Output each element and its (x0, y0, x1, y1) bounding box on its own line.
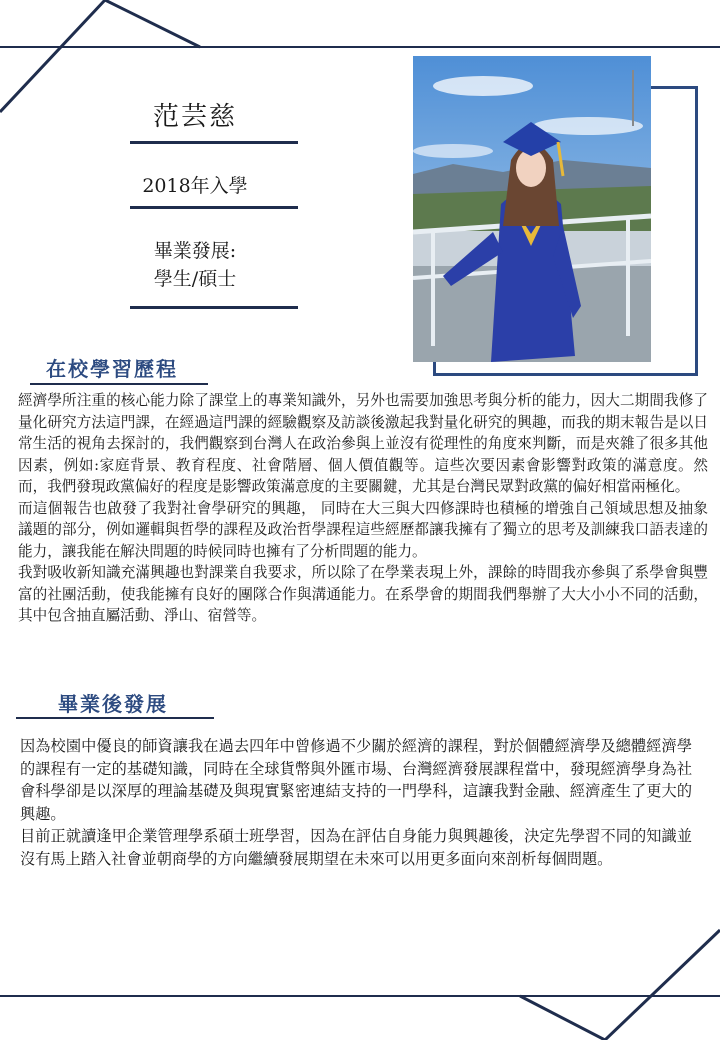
divider (130, 306, 298, 309)
paragraph: 因為校園中優良的師資讓我在過去四年中曾修過不少關於經濟的課程，對於個體經濟學及總體經濟學的課程有一定的基礎知識，同時在全球貨幣與外匯市場、台灣經濟發展課程當中，發現經濟學身為社會科學卻是以深厚的理論基礎及與現實緊密連結支持的一門學科，這讓我對金融、經濟產生了更大的興趣。 (20, 737, 692, 823)
career-label: 畢業發展: (153, 240, 237, 262)
paragraph: 而這個報告也啟發了我對社會學研究的興趣， 同時在大三與大四修課時也積極的增強自己領域思想及抽象議題的部分，例如邏輯與哲學的課程及政治哲學課程這些經歷都讓我擁有了獨立的思考及訓練我口語表達的能力，讓我能在解決問題的時候同時也擁有了分析問題的能力。 (18, 499, 708, 560)
graduation-photo (413, 56, 651, 362)
section-title-study: 在校學習歷程 (46, 357, 178, 381)
student-name: 范芸慈 (152, 102, 237, 132)
section-divider (30, 383, 208, 385)
paragraph: 目前正就讀逢甲企業管理學系碩士班學習，因為在評估自身能力與興趣後，決定先學習不同的知識並沒有馬上踏入社會並朝商學的方向繼續發展期望在未來可以用更多面向來剖析每個問題。 (20, 827, 692, 868)
study-body (18, 390, 708, 627)
career-value: 學生/碩士 (153, 268, 237, 290)
paragraph: 經濟學所注重的核心能力除了課堂上的專業知識外，另外也需要加強思考與分析的能力，因大二期間我修了量化研究方法這門課，在經過這門課的經驗觀察及訪談後激起我對量化研究的興趣，而我的期末報告是以日常生活的視角去探討的，我們觀察到台灣人在政治參與上並沒有從理性的角度來判斷，而是夾雜了很多其他因素，例如:家庭背景、教育程度、社會階層、個人價值觀等。這些次要因素會影響對政策的滿意度。然而，我們發現政黨偏好的程度是影響政策滿意度的主要關鍵，尤其是台灣民眾對政黨的偏好相當兩極化。 (18, 392, 708, 495)
paragraph: 我對吸收新知識充滿興趣也對課業自我要求，所以除了在學業表現上外，課餘的時間我亦參與了系學會與豐富的社團活動，使我能擁有良好的團隊合作與溝通能力。在系學會的期間我們舉辦了大大小小不同的活動，其中包含抽直屬活動、淨山、宿營等。 (18, 564, 708, 624)
career-block (95, 237, 295, 293)
after-graduation-body (20, 735, 692, 870)
divider (130, 206, 298, 209)
divider (130, 141, 298, 144)
section-title-after-graduation: 畢業後發展 (58, 692, 168, 716)
enrollment-year: 2018年入學 (142, 175, 248, 197)
section-divider (16, 717, 214, 719)
